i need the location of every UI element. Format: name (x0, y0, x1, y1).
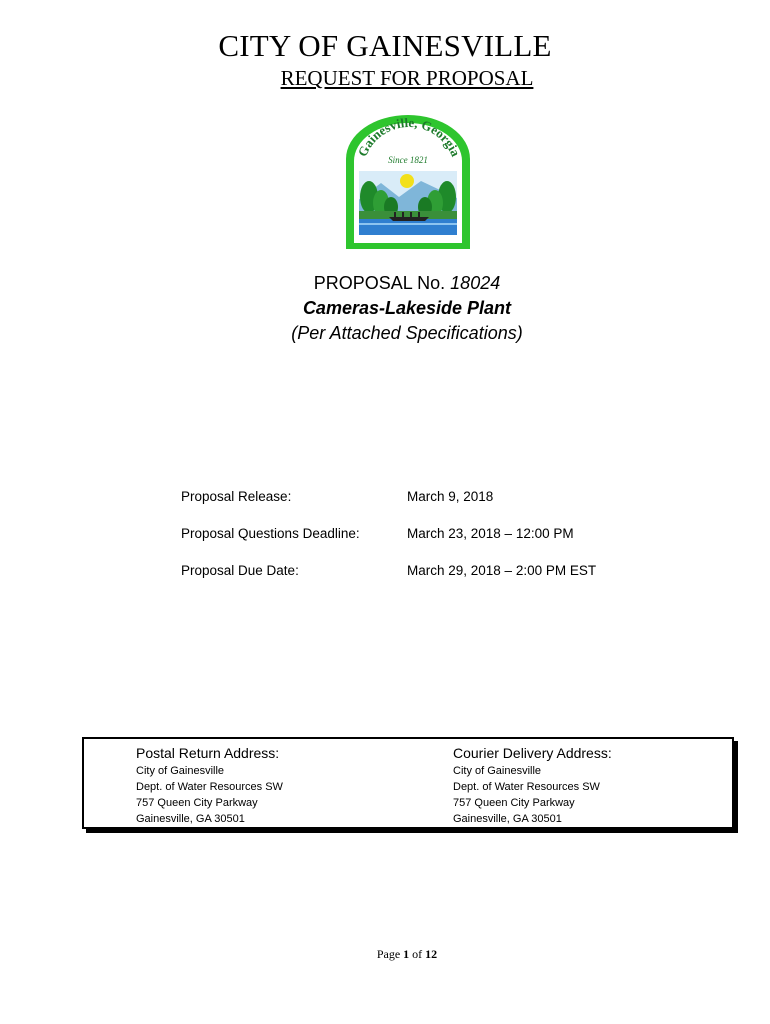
logo-arc-text: Gainesville, Georgia (354, 114, 464, 159)
page-word: Page (376, 947, 401, 961)
proposal-heading (0, 270, 770, 346)
address-line: 757 Queen City Parkway (136, 797, 258, 809)
postal-address-heading: Postal Return Address: (136, 745, 280, 761)
rowing-boat-icon (389, 217, 429, 221)
address-line: 757 Queen City Parkway (453, 797, 575, 809)
postal-address (136, 743, 283, 827)
page-number (0, 947, 770, 962)
lake-icon (357, 219, 459, 235)
date-value: March 23, 2018 – 12:00 PM (407, 526, 574, 541)
logo-since-text: Since 1821 (388, 155, 428, 165)
city-logo (343, 111, 473, 251)
page-total: 12 (425, 947, 438, 961)
document-subtitle: REQUEST FOR PROPOSAL (280, 66, 534, 90)
courier-address (453, 743, 612, 827)
document-title: CITY OF GAINESVILLE (218, 28, 552, 63)
date-label: Proposal Questions Deadline: (181, 526, 360, 541)
address-box (82, 737, 734, 829)
date-value: March 29, 2018 – 2:00 PM EST (407, 563, 597, 578)
date-value: March 9, 2018 (407, 489, 494, 504)
courier-address-heading: Courier Delivery Address: (453, 745, 612, 761)
proposal-number: 18024 (450, 273, 501, 293)
proposal-note: (Per Attached Specifications) (291, 323, 523, 343)
address-line: Dept. of Water Resources SW (136, 781, 283, 793)
address-line: Gainesville, GA 30501 (453, 813, 562, 825)
date-label: Proposal Release: (181, 489, 292, 504)
city-logo-graphic (343, 111, 473, 251)
date-label: Proposal Due Date: (181, 563, 299, 578)
address-line: City of Gainesville (136, 765, 225, 777)
page-current: 1 (403, 947, 410, 961)
address-line: City of Gainesville (453, 765, 542, 777)
proposal-number-label: PROPOSAL No. (313, 273, 446, 293)
sun-icon (400, 174, 414, 188)
proposal-number-line (0, 270, 770, 296)
of-word: of (412, 947, 423, 961)
proposal-name: Cameras-Lakeside Plant (302, 298, 512, 318)
address-line: Gainesville, GA 30501 (136, 813, 245, 825)
address-line: Dept. of Water Resources SW (453, 781, 600, 793)
